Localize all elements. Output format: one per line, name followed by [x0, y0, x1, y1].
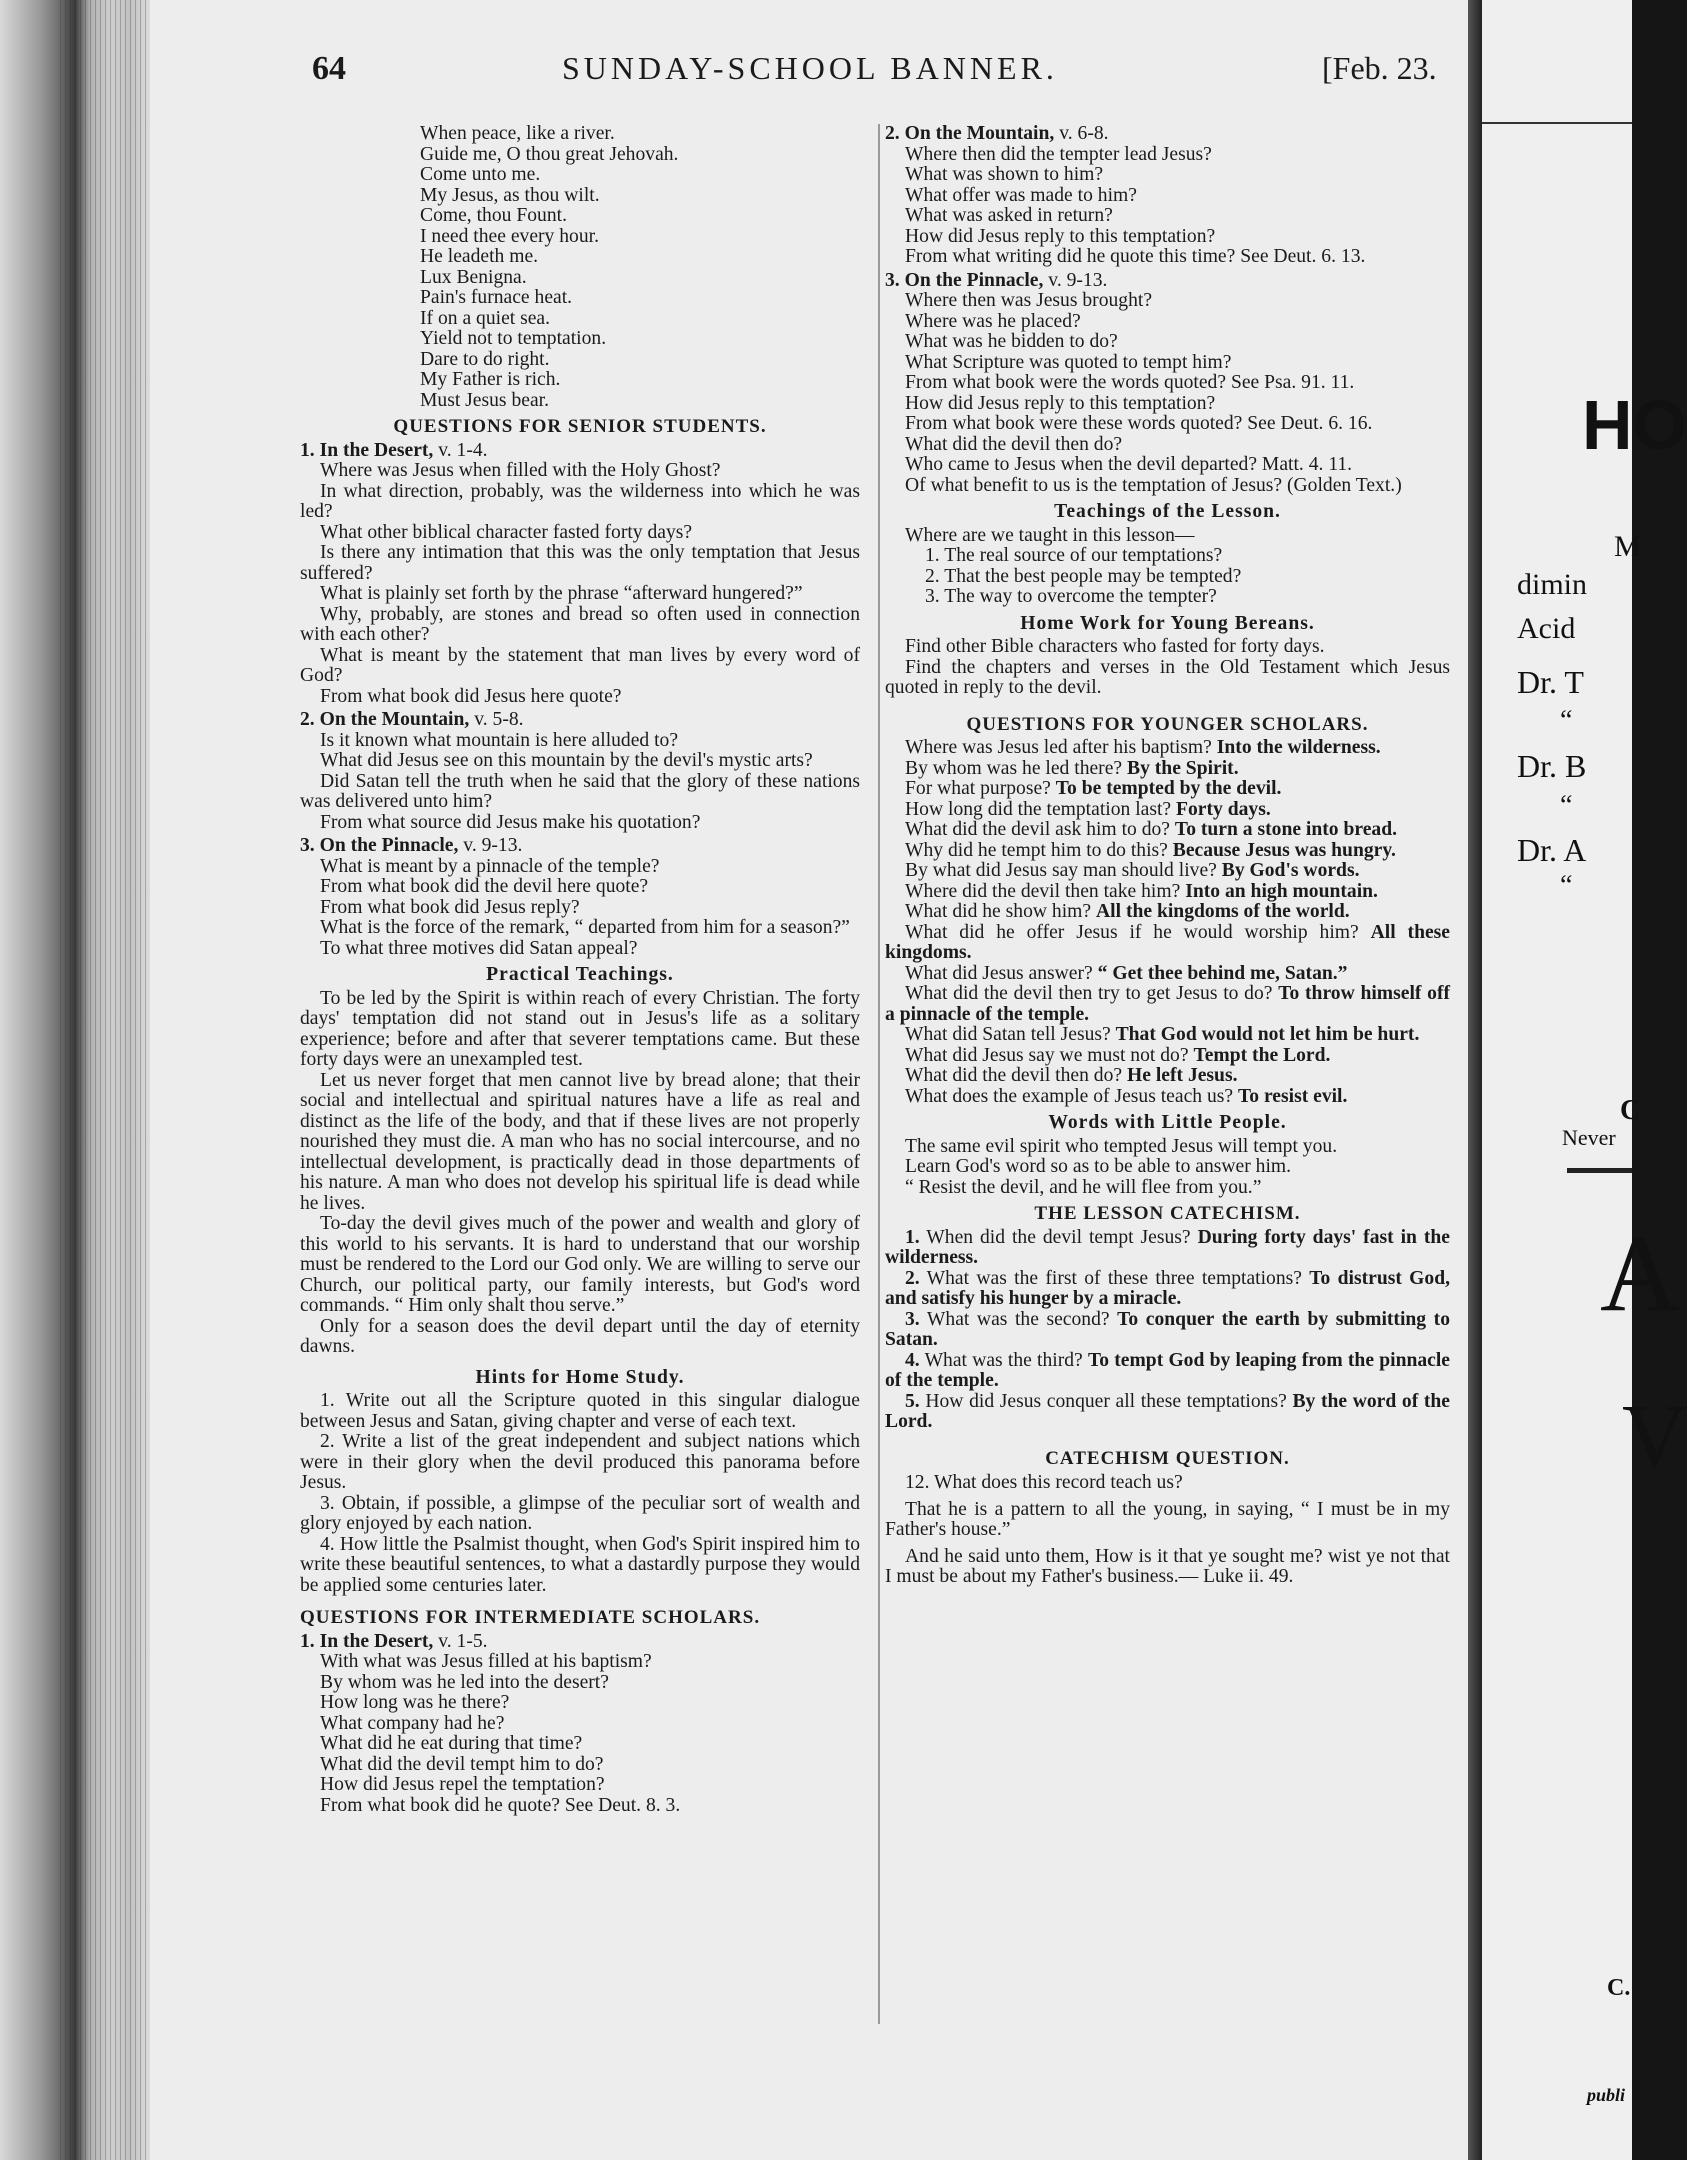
- hymn-title: Pain's furnace heat.: [420, 287, 573, 308]
- qa-item: [885, 738, 1450, 759]
- answer-text: All the kingdoms of the world.: [1096, 901, 1350, 922]
- section-title: 1. In the Desert, v. 1-5.: [300, 1630, 488, 1652]
- catechism-item: [885, 1269, 1450, 1310]
- section-title: 3. On the Pinnacle, v. 9-13.: [300, 835, 523, 856]
- hymn-title: Come unto me.: [420, 164, 541, 185]
- catechism-item: [885, 1310, 1450, 1351]
- paragraph: “ Resist the devil, and he will flee from you.”: [905, 1176, 1262, 1198]
- section-title: 1. In the Desert, v. 1-4.: [300, 439, 488, 461]
- answer-text: That God would not let him be hurt.: [1115, 1024, 1420, 1045]
- question-text: What did he offer Jesus if he would worship him?: [905, 921, 1359, 943]
- teachings-list: [885, 546, 1450, 608]
- question-text: When did the devil tempt Jesus?: [919, 1226, 1191, 1248]
- hymn-title: If on a quiet sea.: [420, 307, 551, 329]
- adjacent-fragment: “: [1560, 870, 1573, 901]
- answer-text: Because Jesus was hungry.: [1172, 839, 1396, 861]
- qa-item: [885, 800, 1450, 821]
- answer-text: To distrust God, and satisfy his hunger by a miracle.: [885, 1267, 1450, 1309]
- question: What did the devil tempt him to do?: [320, 1753, 604, 1775]
- question-text: What does the example of Jesus teach us?: [905, 1085, 1234, 1107]
- adjacent-fragment: C.: [1607, 1975, 1631, 2001]
- question: Of what benefit to us is the temptation of Jesus? (Golden Text.): [905, 474, 1402, 496]
- adjacent-fragment: dimin: [1517, 568, 1588, 601]
- paragraph: Only for a season does the devil depart until the day of eternity dawns.: [300, 1315, 860, 1357]
- adjacent-fragment: “: [1560, 790, 1573, 821]
- question-text: What did the devil then try to get Jesus to do?: [905, 983, 1273, 1004]
- answer-text: To be tempted by the devil.: [1055, 778, 1282, 799]
- adjacent-fragment: HO: [1582, 386, 1687, 464]
- hymn-title: Guide me, O thou great Jehovah.: [420, 143, 679, 165]
- catechism-item: [885, 1228, 1450, 1269]
- issue-date: [Feb. 23.: [1322, 50, 1437, 86]
- question: How long was he there?: [320, 1692, 510, 1713]
- qa-item: [885, 1087, 1450, 1108]
- answer-text: “ Get thee behind me, Satan.”: [1097, 962, 1348, 984]
- answer-text: To throw himself off a pinnacle of the temple.: [885, 983, 1450, 1025]
- adjacent-fragment: A: [1600, 1212, 1680, 1334]
- hymn-title: Must Jesus bear.: [420, 389, 549, 411]
- question: From what book did Jesus reply?: [320, 896, 580, 918]
- adjacent-fragment: C: [1620, 1095, 1641, 1126]
- question: From what writing did he quote this time? See Deut. 6. 13.: [905, 246, 1366, 267]
- adjacent-fragment: Never: [1562, 1125, 1616, 1150]
- list-item: 1. The real source of our temptations?: [925, 545, 1223, 566]
- question: What company had he?: [320, 1712, 505, 1734]
- question: From what source did Jesus make his quotation?: [320, 811, 701, 833]
- qa-item: [885, 882, 1450, 903]
- hymn-title: My Jesus, as thou wilt.: [420, 184, 600, 206]
- hymn-title: When peace, like a river.: [420, 123, 615, 144]
- answer-text: By God's words.: [1221, 860, 1360, 881]
- hymn-title: Lux Benigna.: [420, 266, 527, 288]
- question: What is meant by the statement that man lives by every word of God?: [300, 644, 860, 686]
- question: Where then did the tempter lead Jesus?: [905, 143, 1212, 165]
- senior-questions-heading: QUESTIONS FOR SENIOR STUDENTS.: [393, 416, 767, 437]
- qa-item: [885, 984, 1450, 1025]
- page-header: [162, 50, 1462, 98]
- homework-heading: Home Work for Young Bereans.: [1020, 612, 1315, 634]
- qa-item: [885, 923, 1450, 964]
- answer-text: By the word of the Lord.: [885, 1390, 1450, 1432]
- item-number: 2.: [905, 1267, 920, 1289]
- adjacent-fragment: V: [1622, 1387, 1687, 1486]
- question: What did he eat during that time?: [320, 1733, 583, 1754]
- qa-item: [885, 902, 1450, 923]
- qa-item: [885, 841, 1450, 862]
- question: By whom was he led into the desert?: [320, 1671, 609, 1693]
- qa-item: [885, 820, 1450, 841]
- practical-teachings-heading: Practical Teachings.: [486, 964, 674, 985]
- question: How did Jesus reply to this temptation?: [905, 392, 1216, 414]
- page-shadow: [1468, 0, 1482, 2160]
- question: Where was he placed?: [905, 310, 1081, 332]
- list-item: 3. The way to overcome the tempter?: [925, 586, 1217, 607]
- paragraph: The same evil spirit who tempted Jesus will tempt you.: [905, 1135, 1338, 1157]
- publication-title: SUNDAY-SCHOOL BANNER.: [562, 50, 1058, 86]
- hymn-title: My Father is rich.: [420, 369, 561, 390]
- adjacent-fragment: Acid: [1517, 612, 1576, 645]
- hymn-title: Dare to do right.: [420, 348, 550, 370]
- question-text: What did he show him?: [905, 901, 1092, 922]
- answer-text: Into an high mountain.: [1185, 880, 1378, 902]
- question: Is there any intimation that this was the only temptation that Jesus suffered?: [300, 542, 860, 584]
- column-divider: [878, 124, 880, 2024]
- paragraph: 3. Obtain, if possible, a glimpse of the peculiar sort of wealth and glory enjoyed by each nation.: [300, 1492, 860, 1534]
- adjacent-fragment: Dr. B: [1517, 748, 1587, 784]
- adjacent-page: [1482, 0, 1687, 2160]
- paragraph: To be led by the Spirit is within reach of every Christian. The forty days' temptation did not stand out in Jesus's life as a solitary experience; before and after that severer temptations came. But these forty days were an unexampled test.: [300, 987, 860, 1070]
- adjacent-fragment: Dr. T: [1517, 664, 1584, 700]
- question-text: What was the first of these three temptations?: [919, 1267, 1302, 1289]
- section-title: 2. On the Mountain, v. 6-8.: [885, 123, 1109, 144]
- section-title: 3. On the Pinnacle, v. 9-13.: [885, 269, 1108, 291]
- answer-text: To turn a stone into bread.: [1174, 819, 1398, 840]
- item-number: 3.: [905, 1308, 920, 1330]
- catechism-qa-list: [885, 1228, 1450, 1433]
- right-column: [885, 124, 1450, 1588]
- catechism-question-heading: CATECHISM QUESTION.: [1045, 1447, 1290, 1469]
- item-number: 1.: [905, 1226, 920, 1248]
- question-text: What did Jesus answer?: [905, 962, 1093, 984]
- question-text: How long did the temptation last?: [905, 798, 1172, 820]
- qa-item: [885, 779, 1450, 800]
- section-title: 2. On the Mountain, v. 5-8.: [300, 709, 524, 730]
- adjacent-fragment: M: [1614, 530, 1641, 563]
- qa-item: [885, 964, 1450, 985]
- adjacent-rule: [1482, 122, 1632, 124]
- question: What was he bidden to do?: [905, 331, 1118, 352]
- paragraph: That he is a pattern to all the young, in saying, “ I must be in my Father's house.”: [885, 1498, 1450, 1540]
- question-text: For what purpose?: [905, 778, 1051, 799]
- question-text: By what did Jesus say man should live?: [905, 860, 1217, 881]
- answer-text: All these kingdoms.: [885, 921, 1451, 963]
- question: How did Jesus repel the temptation?: [320, 1774, 605, 1795]
- paragraph: And he said unto them, How is it that ye sought me? wist ye not that I must be about my Father's business.— Luke ii. 49.: [885, 1545, 1450, 1587]
- question-text: Why did he tempt him to do this?: [905, 839, 1168, 861]
- question: What is plainly set forth by the phrase “afterward hungered?”: [320, 583, 803, 604]
- hymn-list: [300, 124, 860, 411]
- question: To what three motives did Satan appeal?: [320, 937, 638, 959]
- question: From what book were these words quoted? See Deut. 6. 16.: [905, 413, 1373, 434]
- question: From what book did Jesus here quote?: [320, 685, 622, 707]
- intermediate-questions-heading: QUESTIONS FOR INTERMEDIATE SCHOLARS.: [300, 1607, 761, 1628]
- page-number: 64: [312, 50, 346, 87]
- adjacent-fragment: “: [1560, 705, 1573, 736]
- question: Where was Jesus when filled with the Holy Ghost?: [320, 460, 721, 481]
- answer-text: To conquer the earth by submitting to Satan.: [885, 1308, 1450, 1350]
- catechism-item: [885, 1351, 1450, 1392]
- paragraph: 12. What does this record teach us?: [905, 1472, 1183, 1493]
- question-text: What did the devil then do?: [905, 1065, 1123, 1086]
- hymn-title: Come, thou Fount.: [420, 205, 567, 226]
- item-number: 5.: [905, 1390, 920, 1412]
- binding-page-edges: [60, 0, 150, 2160]
- question-text: What did Satan tell Jesus?: [905, 1024, 1111, 1045]
- paragraph: Learn God's word so as to be able to answer him.: [905, 1156, 1292, 1177]
- question: Did Satan tell the truth when he said that the glory of these nations was delivered unto him?: [300, 770, 860, 812]
- answer-text: Into the wilderness.: [1216, 737, 1381, 758]
- teachings-heading: Teachings of the Lesson.: [1054, 501, 1281, 522]
- qa-item: [885, 1046, 1450, 1067]
- question: From what book did the devil here quote?: [320, 876, 649, 897]
- question: What Scripture was quoted to tempt him?: [905, 351, 1232, 373]
- question: What was asked in return?: [905, 205, 1113, 226]
- younger-questions-heading: QUESTIONS FOR YOUNGER SCHOLARS.: [966, 713, 1369, 735]
- question: What did Jesus see on this mountain by the devil's mystic arts?: [320, 750, 813, 771]
- question: What is meant by a pinnacle of the temple?: [320, 855, 660, 877]
- hymn-title: Yield not to temptation.: [420, 328, 607, 349]
- question: In what direction, probably, was the wilderness into which he was led?: [300, 480, 860, 522]
- question-text: What did the devil ask him to do?: [905, 819, 1171, 840]
- qa-item: [885, 1025, 1450, 1046]
- adjacent-fragment: Dr. A: [1517, 832, 1587, 868]
- question: What other biblical character fasted forty days?: [320, 521, 693, 543]
- question: What offer was made to him?: [905, 184, 1137, 206]
- paragraph: To-day the devil gives much of the power and wealth and glory of this world to his servants. It is hard to understand that our worship must be rendered to the Lord our God only. We are willing to serve our Church, our political party, our family interests, but God's word commands. “ Him only shalt thou serve.”: [300, 1213, 860, 1316]
- qa-item: [885, 1066, 1450, 1087]
- question: What did the devil then do?: [905, 433, 1123, 455]
- hints-heading: Hints for Home Study.: [475, 1366, 685, 1388]
- lesson-catechism-heading: THE LESSON CATECHISM.: [1034, 1203, 1301, 1224]
- answer-text: Tempt the Lord.: [1193, 1044, 1331, 1066]
- answer-text: To resist evil.: [1238, 1085, 1348, 1107]
- qa-item: [885, 759, 1450, 780]
- catechism-item: [885, 1392, 1450, 1433]
- answer-text: He left Jesus.: [1127, 1065, 1238, 1086]
- paragraph: Where are we taught in this lesson—: [905, 524, 1195, 546]
- question: Who came to Jesus when the devil departed? Matt. 4. 11.: [905, 454, 1353, 475]
- qa-item: [885, 861, 1450, 882]
- answer-text: Forty days.: [1176, 798, 1271, 820]
- paragraph: 1. Write out all the Scripture quoted in this singular dialogue between Jesus and Satan, giving chapter and verse of each text.: [300, 1390, 860, 1432]
- younger-qa-list: [885, 738, 1450, 1107]
- paragraph: 4. How little the Psalmist thought, when God's Spirit inspired him to write these beautiful sentences, to what a dastardly purpose they would be applied some centuries later.: [300, 1533, 860, 1596]
- question: From what book were the words quoted? See Psa. 91. 11.: [905, 372, 1355, 393]
- question-text: What did Jesus say we must not do?: [905, 1044, 1189, 1066]
- hymn-title: I need thee every hour.: [420, 225, 599, 247]
- left-column: [300, 124, 860, 1816]
- question: From what book did he quote? See Deut. 8. 3.: [320, 1794, 681, 1816]
- question: Why, probably, are stones and bread so often used in connection with each other?: [300, 603, 860, 645]
- question-text: How did Jesus conquer all these temptations?: [919, 1390, 1287, 1412]
- question: What is the force of the remark, “ departed from him for a season?”: [320, 917, 850, 938]
- question-text: What was the third?: [919, 1349, 1083, 1371]
- paragraph: Find other Bible characters who fasted for forty days.: [905, 636, 1325, 657]
- paragraph: Find the chapters and verses in the Old Testament which Jesus quoted in reply to the devil.: [885, 656, 1450, 698]
- question-text: Where did the devil then take him?: [905, 880, 1181, 902]
- question: With what was Jesus filled at his baptism?: [320, 1651, 652, 1672]
- list-item: 2. That the best people may be tempted?: [925, 565, 1242, 587]
- question: How did Jesus reply to this temptation?: [905, 225, 1216, 247]
- answer-text: During forty days' fast in the wilderness.: [885, 1226, 1450, 1268]
- answer-text: By the Spirit.: [1127, 757, 1239, 779]
- question-text: By whom was he led there?: [905, 757, 1123, 779]
- little-people-heading: Words with Little People.: [1048, 1112, 1287, 1133]
- question: What was shown to him?: [905, 164, 1104, 185]
- question-text: What was the second?: [919, 1308, 1110, 1330]
- answer-text: To tempt God by leaping from the pinnacle of the temple.: [885, 1349, 1450, 1391]
- adjacent-fragment: publi: [1587, 2085, 1626, 2105]
- question: Is it known what mountain is here alluded to?: [320, 729, 679, 751]
- paragraph: Let us never forget that men cannot live by bread alone; that their social and intellectual and spiritual natures have a life as real and distinct as the life of the body, and that if these lives are not properly nourished they must die. A man who has no social intercourse, and no intellectual development, is practically dead in those departments of his nature. A man who does not develop his spiritual life is dead while he lives.: [300, 1069, 860, 1214]
- hymn-title: He leadeth me.: [420, 246, 539, 267]
- question: Where then was Jesus brought?: [905, 290, 1153, 311]
- paragraph: 2. Write a list of the great independent and subject nations which were in their glory when the devil produced this panorama before Jesus.: [300, 1431, 860, 1493]
- item-number: 4.: [905, 1349, 920, 1371]
- adjacent-rule: [1567, 1168, 1632, 1173]
- question-text: Where was Jesus led after his baptism?: [905, 737, 1212, 758]
